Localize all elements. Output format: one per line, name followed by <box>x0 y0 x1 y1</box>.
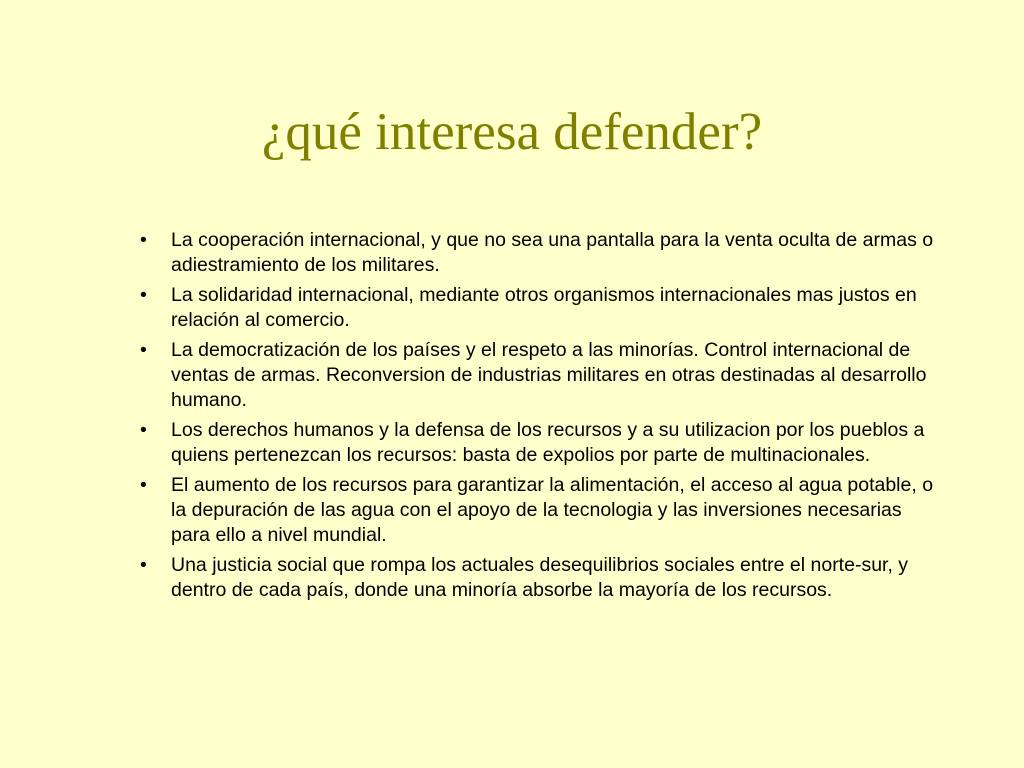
list-item <box>140 228 940 278</box>
bullet-icon: • <box>140 284 147 306</box>
bullet-text: La solidaridad internacional, mediante otros organismos internacionales mas justos en relación al comercio. <box>171 284 917 331</box>
bullet-text: Una justicia social que rompa los actuales desequilibrios sociales entre el norte-sur, y dentro de cada país, donde una minoría absorbe la mayoría de los recursos. <box>171 554 909 601</box>
bullet-icon: • <box>140 229 147 251</box>
list-item <box>140 283 940 333</box>
list-item <box>140 338 940 413</box>
bullet-icon: • <box>140 554 147 576</box>
bullet-text: Los derechos humanos y la defensa de los recursos y a su utilizacion por los pueblos a quiens pertenezcan los recursos: basta de expolios por parte de multinacionales. <box>171 419 925 466</box>
slide-title: ¿qué interesa defender? <box>261 103 763 161</box>
bullet-text: La democratización de los países y el respeto a las minorías. Control internacional de ventas de armas. Reconversion de industrias militares en otras destinadas al desarrollo humano. <box>171 339 927 411</box>
bullet-icon: • <box>140 339 147 361</box>
list-item <box>140 553 940 603</box>
bullet-icon: • <box>140 474 147 496</box>
bullet-text: El aumento de los recursos para garantizar la alimentación, el acceso al agua potable, o la depuración de las agua con el apoyo de la tecnologia y las inversiones necesarias para ello a nivel mundial. <box>171 474 934 546</box>
list-item <box>140 418 940 468</box>
bullet-icon: • <box>140 419 147 441</box>
list-item <box>140 473 940 548</box>
bullet-text: La cooperación internacional, y que no sea una pantalla para la venta oculta de armas o adiestramiento de los militares. <box>171 229 934 276</box>
bullet-list <box>140 228 940 608</box>
